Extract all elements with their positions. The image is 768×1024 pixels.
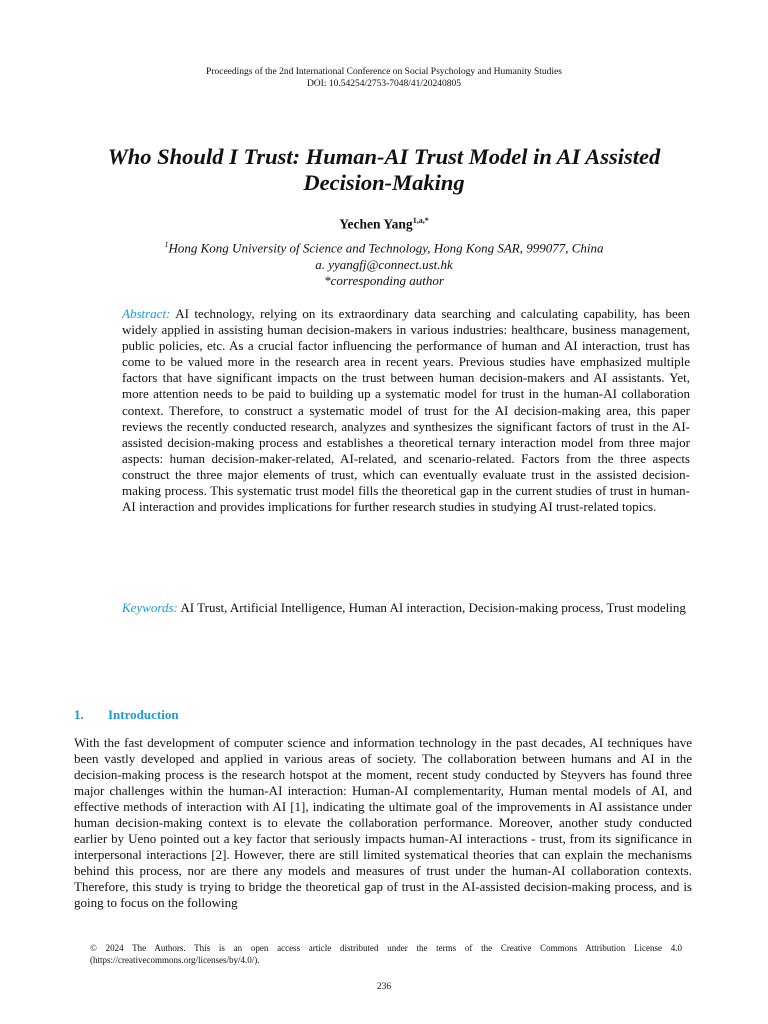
abstract — [122, 306, 690, 515]
abstract-label: Abstract: — [122, 306, 171, 321]
title-line-2: Decision-Making — [303, 170, 465, 195]
keywords-label: Keywords: — [122, 600, 178, 615]
page-number: 236 — [376, 982, 392, 992]
introduction-paragraph: With the fast development of computer science and information technology in the past decades, AI techniques have been vastly developed and applied in various areas of society. The collaboration between humans and AI in the decision-making process is the research hotspot at the moment, recent study conducted by Steyvers has found three major challenges within the human-AI interaction: Human-AI complementarity, Human mental models of AI, and effective methods of interaction with AI [1], indicating the ultimate goal of the improvements in AI assistance under human decision-making context is to elevate the collaboration performance. Moreover, another study conducted earlier by Ueno pointed out a key factor that seriously impacts human-AI interactions - trust, from its significance in interpersonal interactions [2]. However, there are still limited systematical theories that can explain the mechanisms behind this process, nor are there any models and measures of trust under the human-AI collaboration contexts. Therefore, this study is trying to bridge the theoretical gap of trust in the AI-assisted decision-making process, and is going to focus on the following — [74, 735, 692, 911]
title-line-1: Who Should I Trust: Human-AI Trust Model in AI Assisted — [107, 144, 661, 169]
author-line — [0, 212, 768, 234]
author-email: a. yyangfj@connect.ust.hk — [315, 256, 453, 272]
affiliation-line — [0, 237, 768, 257]
keywords-text: AI Trust, Artificial Intelligence, Human AI interaction, Decision-making process, Trust modeling — [180, 600, 686, 615]
abstract-text: AI technology, relying on its extraordinary data searching and calculating capability, has been widely applied in assisting human decision-makers in various industries: healthcare, business management, public policies, etc. As a crucial factor influencing the performance of human and AI interaction, trust has come to be valued more in the research area in recent years. Previous studies have emphasized multiple factors that have significant impacts on the trust between human decision-makers and AI assistants. Yet, more attention needs to be paid to building up a systematic model for trust in the human-AI collaboration context. Therefore, to construct a systematic model of trust for the AI decision-making area, this paper reviews the recently conducted research, analyzes and synthesizes the significant factors of trust in the AI-assisted decision-making process and establishes a theoretical ternary interaction model from three major aspects: human decision-maker-related, AI-related, and scenario-related. Factors from the three aspects construct the three major elements of trust, which can eventually evaluate trust in the assisted decision-making process. This systematic trust model fills the theoretical gap in the current studies of trust in human-AI interaction and provides implications for further research studies in studying AI trust-related topics. — [122, 306, 690, 515]
section-heading — [74, 706, 179, 724]
paper-title — [60, 144, 708, 196]
author-superscript: 1,a,* — [412, 216, 429, 225]
author-name: Yechen Yang — [339, 216, 413, 232]
section-number: 1. — [74, 707, 84, 722]
license-footnote: © 2024 The Authors. This is an open access article distributed under the terms of the Creative Commons Attribution License 4.0 (https://creativecommons.org/licenses/by/4.0/). — [90, 943, 682, 965]
doi-line: DOI: 10.54254/2753-7048/41/20240805 — [306, 79, 462, 89]
running-head — [0, 66, 768, 90]
section-title: Introduction — [108, 707, 179, 722]
keywords — [122, 600, 690, 617]
affiliation-superscript: 1 — [164, 240, 169, 249]
affiliation-block — [0, 237, 768, 290]
proceedings-line: Proceedings of the 2nd International Conference on Social Psychology and Humanity Studies — [206, 67, 562, 77]
affiliation-text: Hong Kong University of Science and Technology, Hong Kong SAR, 999077, China — [168, 240, 604, 256]
corresponding-note: *corresponding author — [324, 273, 444, 289]
